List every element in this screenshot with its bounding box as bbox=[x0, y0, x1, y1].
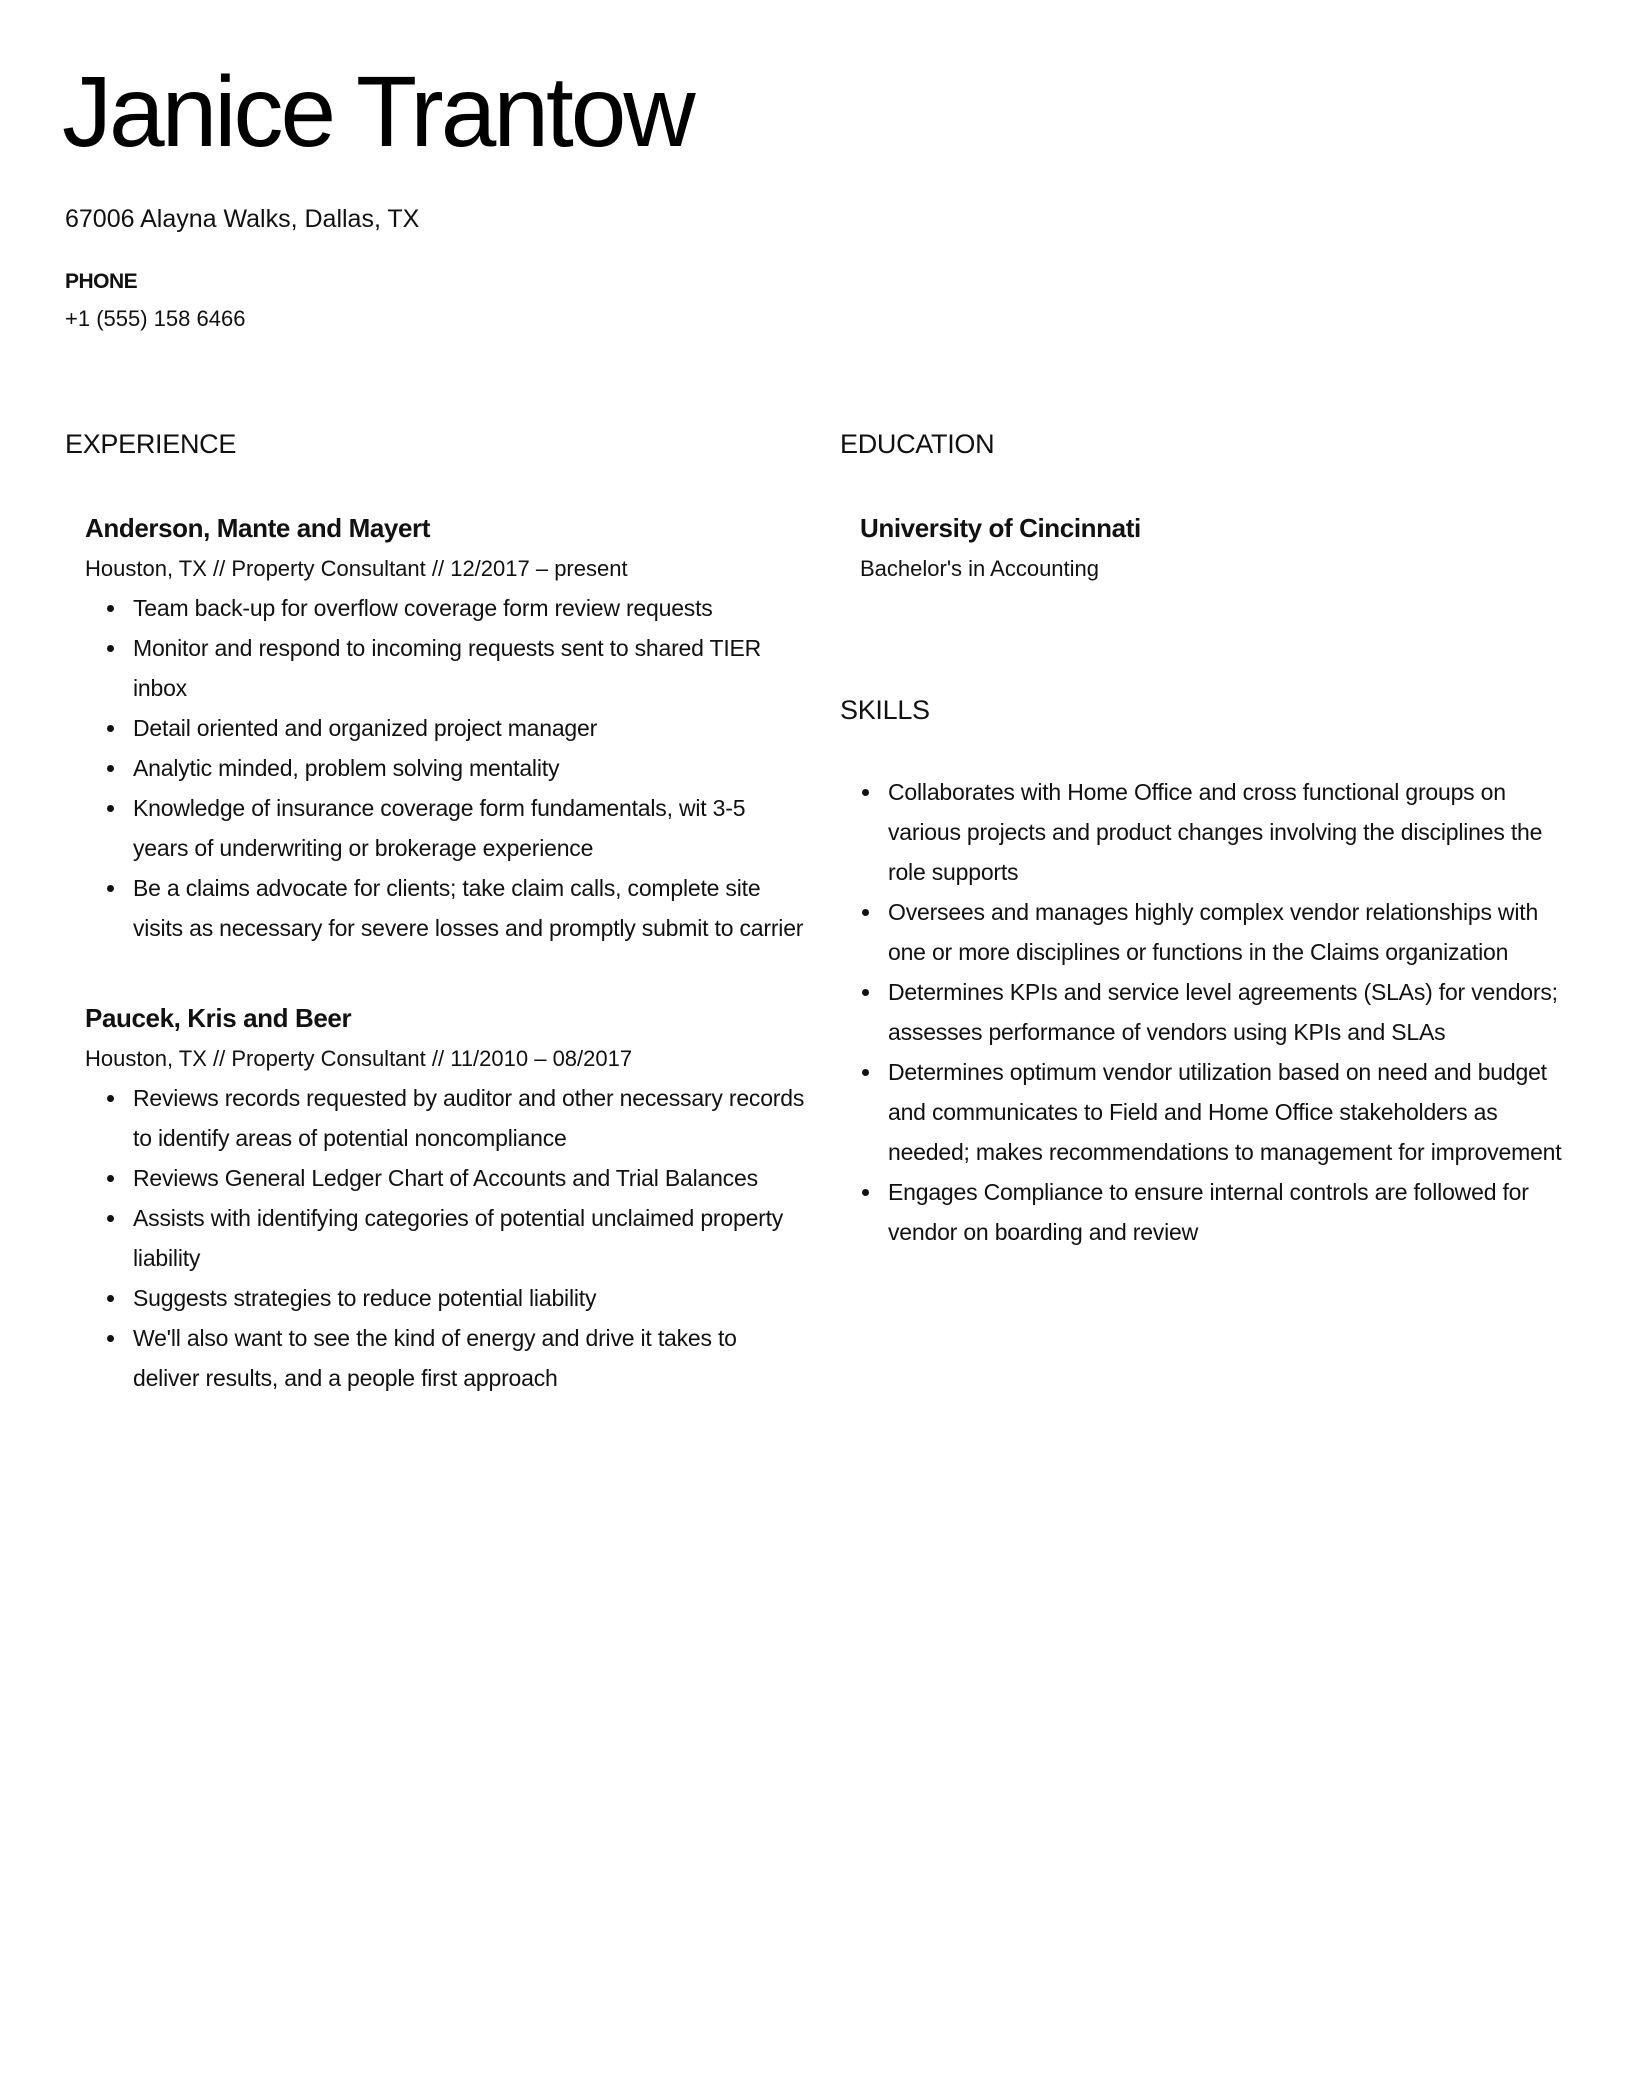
job-bullet: Team back-up for overflow coverage form review requests bbox=[133, 588, 805, 628]
job-bullet: Reviews records requested by auditor and other necessary records to identify areas of potential noncompliance bbox=[133, 1078, 805, 1158]
phone-label: PHONE bbox=[65, 270, 138, 293]
job-bullet: Knowledge of insurance coverage form fundamentals, wit 3-5 years of underwriting or brokerage experience bbox=[133, 788, 805, 868]
skill-item: Engages Compliance to ensure internal controls are followed for vendor on boarding and review bbox=[888, 1172, 1580, 1252]
experience-section bbox=[65, 426, 805, 1398]
skills-section bbox=[840, 692, 1580, 1252]
job-bullet: Monitor and respond to incoming requests sent to shared TIER inbox bbox=[133, 628, 805, 708]
degree: Bachelor's in Accounting bbox=[860, 556, 1100, 581]
skill-item: Collaborates with Home Office and cross functional groups on various projects and product changes involving the disciplines the role supports bbox=[888, 772, 1580, 892]
job-entry bbox=[85, 510, 805, 948]
skills-list bbox=[840, 772, 1580, 1252]
job-company: Anderson, Mante and Mayert bbox=[85, 513, 430, 543]
job-bullet: Reviews General Ledger Chart of Accounts and Trial Balances bbox=[133, 1158, 805, 1198]
address: 67006 Alayna Walks, Dallas, TX bbox=[65, 205, 420, 233]
skill-item: Determines optimum vendor utilization based on need and budget and communicates to Field and Home Office stakeholders as needed; makes recommendations to management for improvement bbox=[888, 1052, 1580, 1172]
school-name: University of Cincinnati bbox=[860, 513, 1141, 543]
job-bullet: Analytic minded, problem solving mentality bbox=[133, 748, 805, 788]
education-entry bbox=[860, 510, 1580, 584]
job-bullet: Suggests strategies to reduce potential liability bbox=[133, 1278, 805, 1318]
right-column bbox=[840, 426, 1580, 1252]
job-bullet: Detail oriented and organized project manager bbox=[133, 708, 805, 748]
skill-item: Oversees and manages highly complex vendor relationships with one or more disciplines or functions in the Claims organization bbox=[888, 892, 1580, 972]
job-company: Paucek, Kris and Beer bbox=[85, 1003, 352, 1033]
education-section bbox=[840, 426, 1580, 584]
candidate-name: Janice Trantow bbox=[62, 56, 693, 168]
skill-item: Determines KPIs and service level agreements (SLAs) for vendors; assesses performance of vendors using KPIs and SLAs bbox=[888, 972, 1580, 1052]
job-entry bbox=[85, 1000, 805, 1398]
job-meta: Houston, TX // Property Consultant // 11/2010 – 08/2017 bbox=[85, 1046, 633, 1071]
education-heading: EDUCATION bbox=[840, 429, 995, 459]
job-bullet: We'll also want to see the kind of energy and drive it takes to deliver results, and a people first approach bbox=[133, 1318, 805, 1398]
job-bullets bbox=[85, 1078, 805, 1398]
experience-heading: EXPERIENCE bbox=[65, 429, 237, 459]
job-bullet: Be a claims advocate for clients; take claim calls, complete site visits as necessary for severe losses and promptly submit to carrier bbox=[133, 868, 805, 948]
job-bullet: Assists with identifying categories of potential unclaimed property liability bbox=[133, 1198, 805, 1278]
skills-heading: SKILLS bbox=[840, 695, 930, 725]
job-bullets bbox=[85, 588, 805, 948]
phone-number: +1 (555) 158 6466 bbox=[65, 306, 246, 331]
job-meta: Houston, TX // Property Consultant // 12/2017 – present bbox=[85, 556, 628, 581]
